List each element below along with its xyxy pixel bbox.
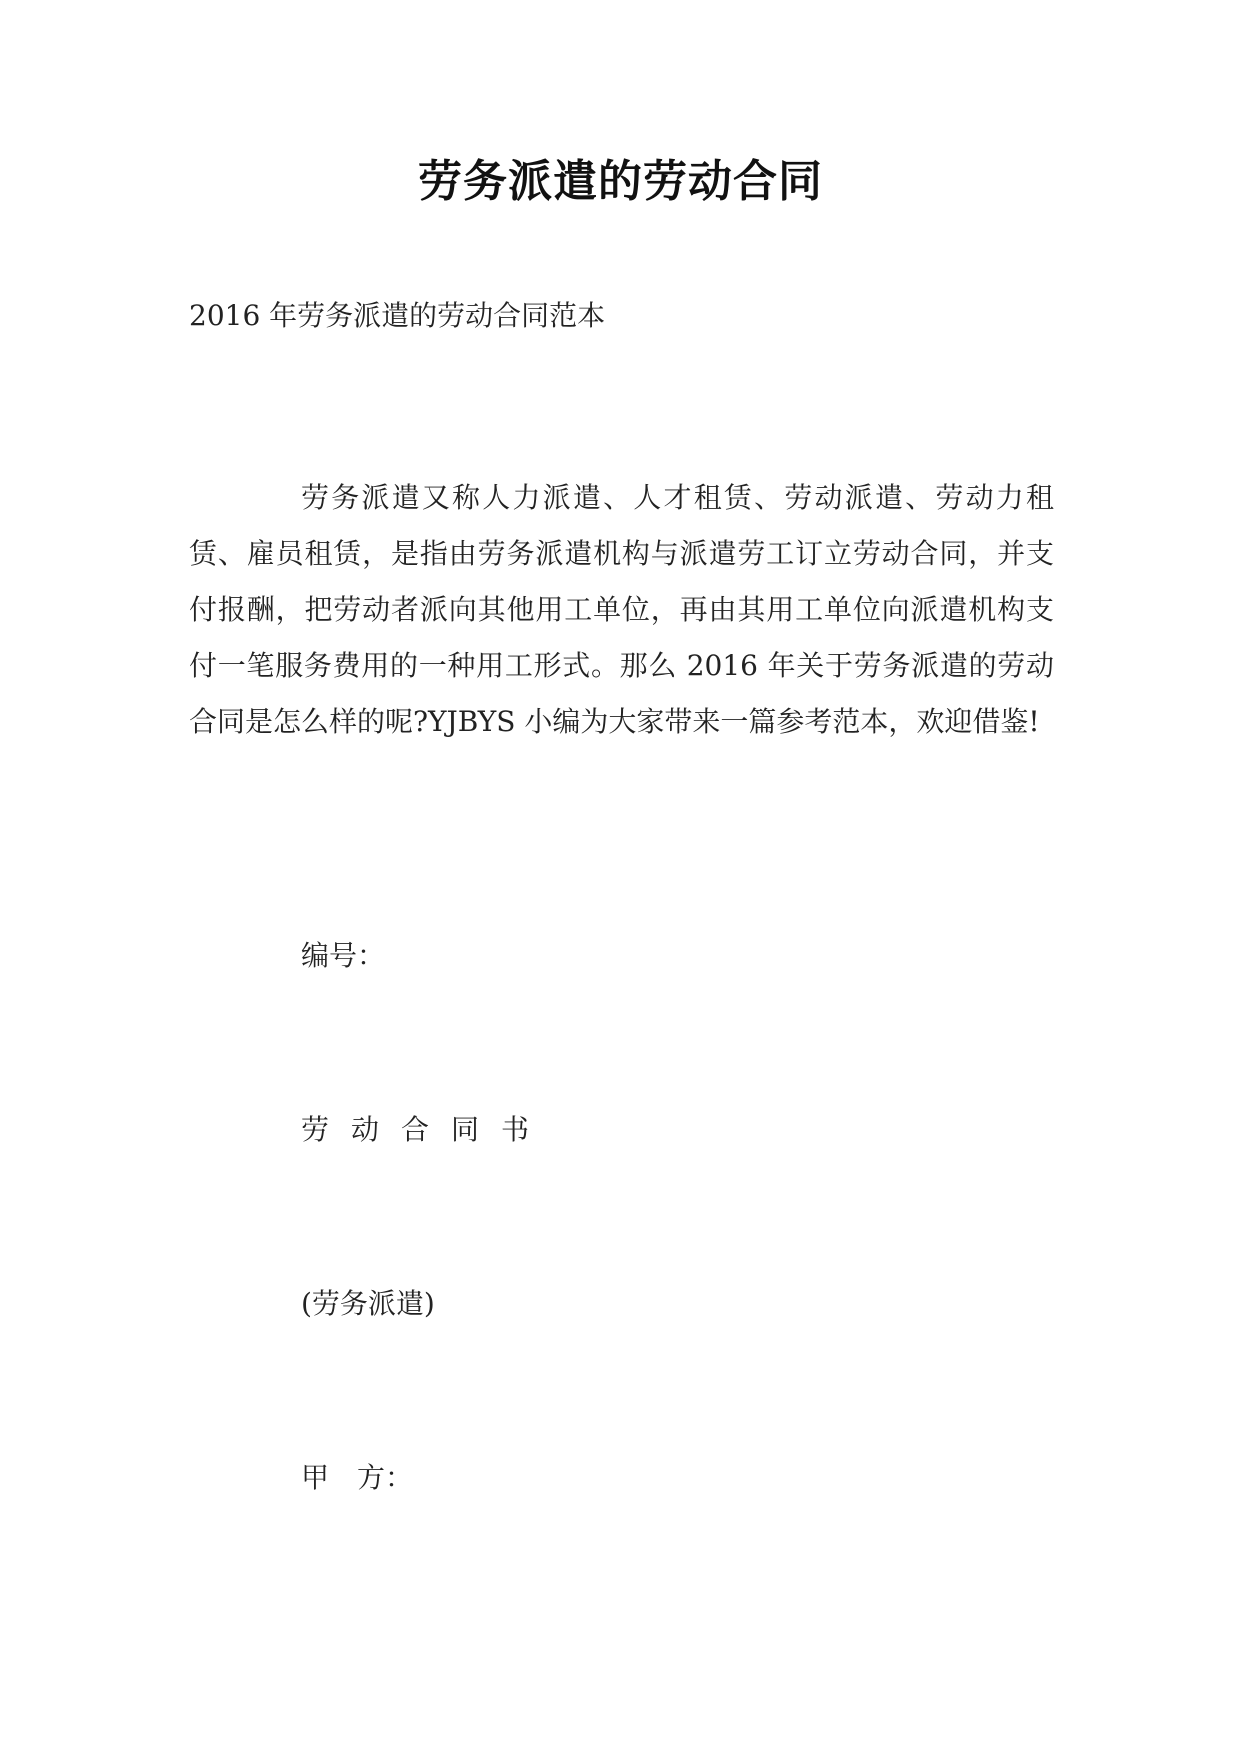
party-a-label-first: 甲: [301, 1461, 330, 1494]
intro-paragraph: 劳务派遣又称人力派遣、人才租赁、劳动派遣、劳动力租赁、雇员租赁，是指由劳务派遣机构与派遣劳工订立劳动合同，并支付报酬，把劳动者派向其他用工单位，再由其用工单位向派遣机构支付一笔服务费用的一种用工形式。那么 2016 年关于劳务派遣的劳动合同是怎么样的呢?YJBYS 小编为大家带来一篇参考范本，欢迎借鉴!: [189, 481, 1054, 738]
document-subtitle: 2016 年劳务派遣的劳动合同范本: [189, 299, 606, 332]
dispatch-note: (劳务派遣): [301, 1287, 435, 1320]
contract-number-label: 编号：: [301, 939, 386, 972]
party-a-label: [301, 1458, 413, 1498]
party-a-label-second: 方：: [357, 1461, 414, 1494]
contract-heading: 劳动合同书: [301, 1113, 552, 1146]
document-title: 劳务派遣的劳动合同: [418, 156, 823, 207]
